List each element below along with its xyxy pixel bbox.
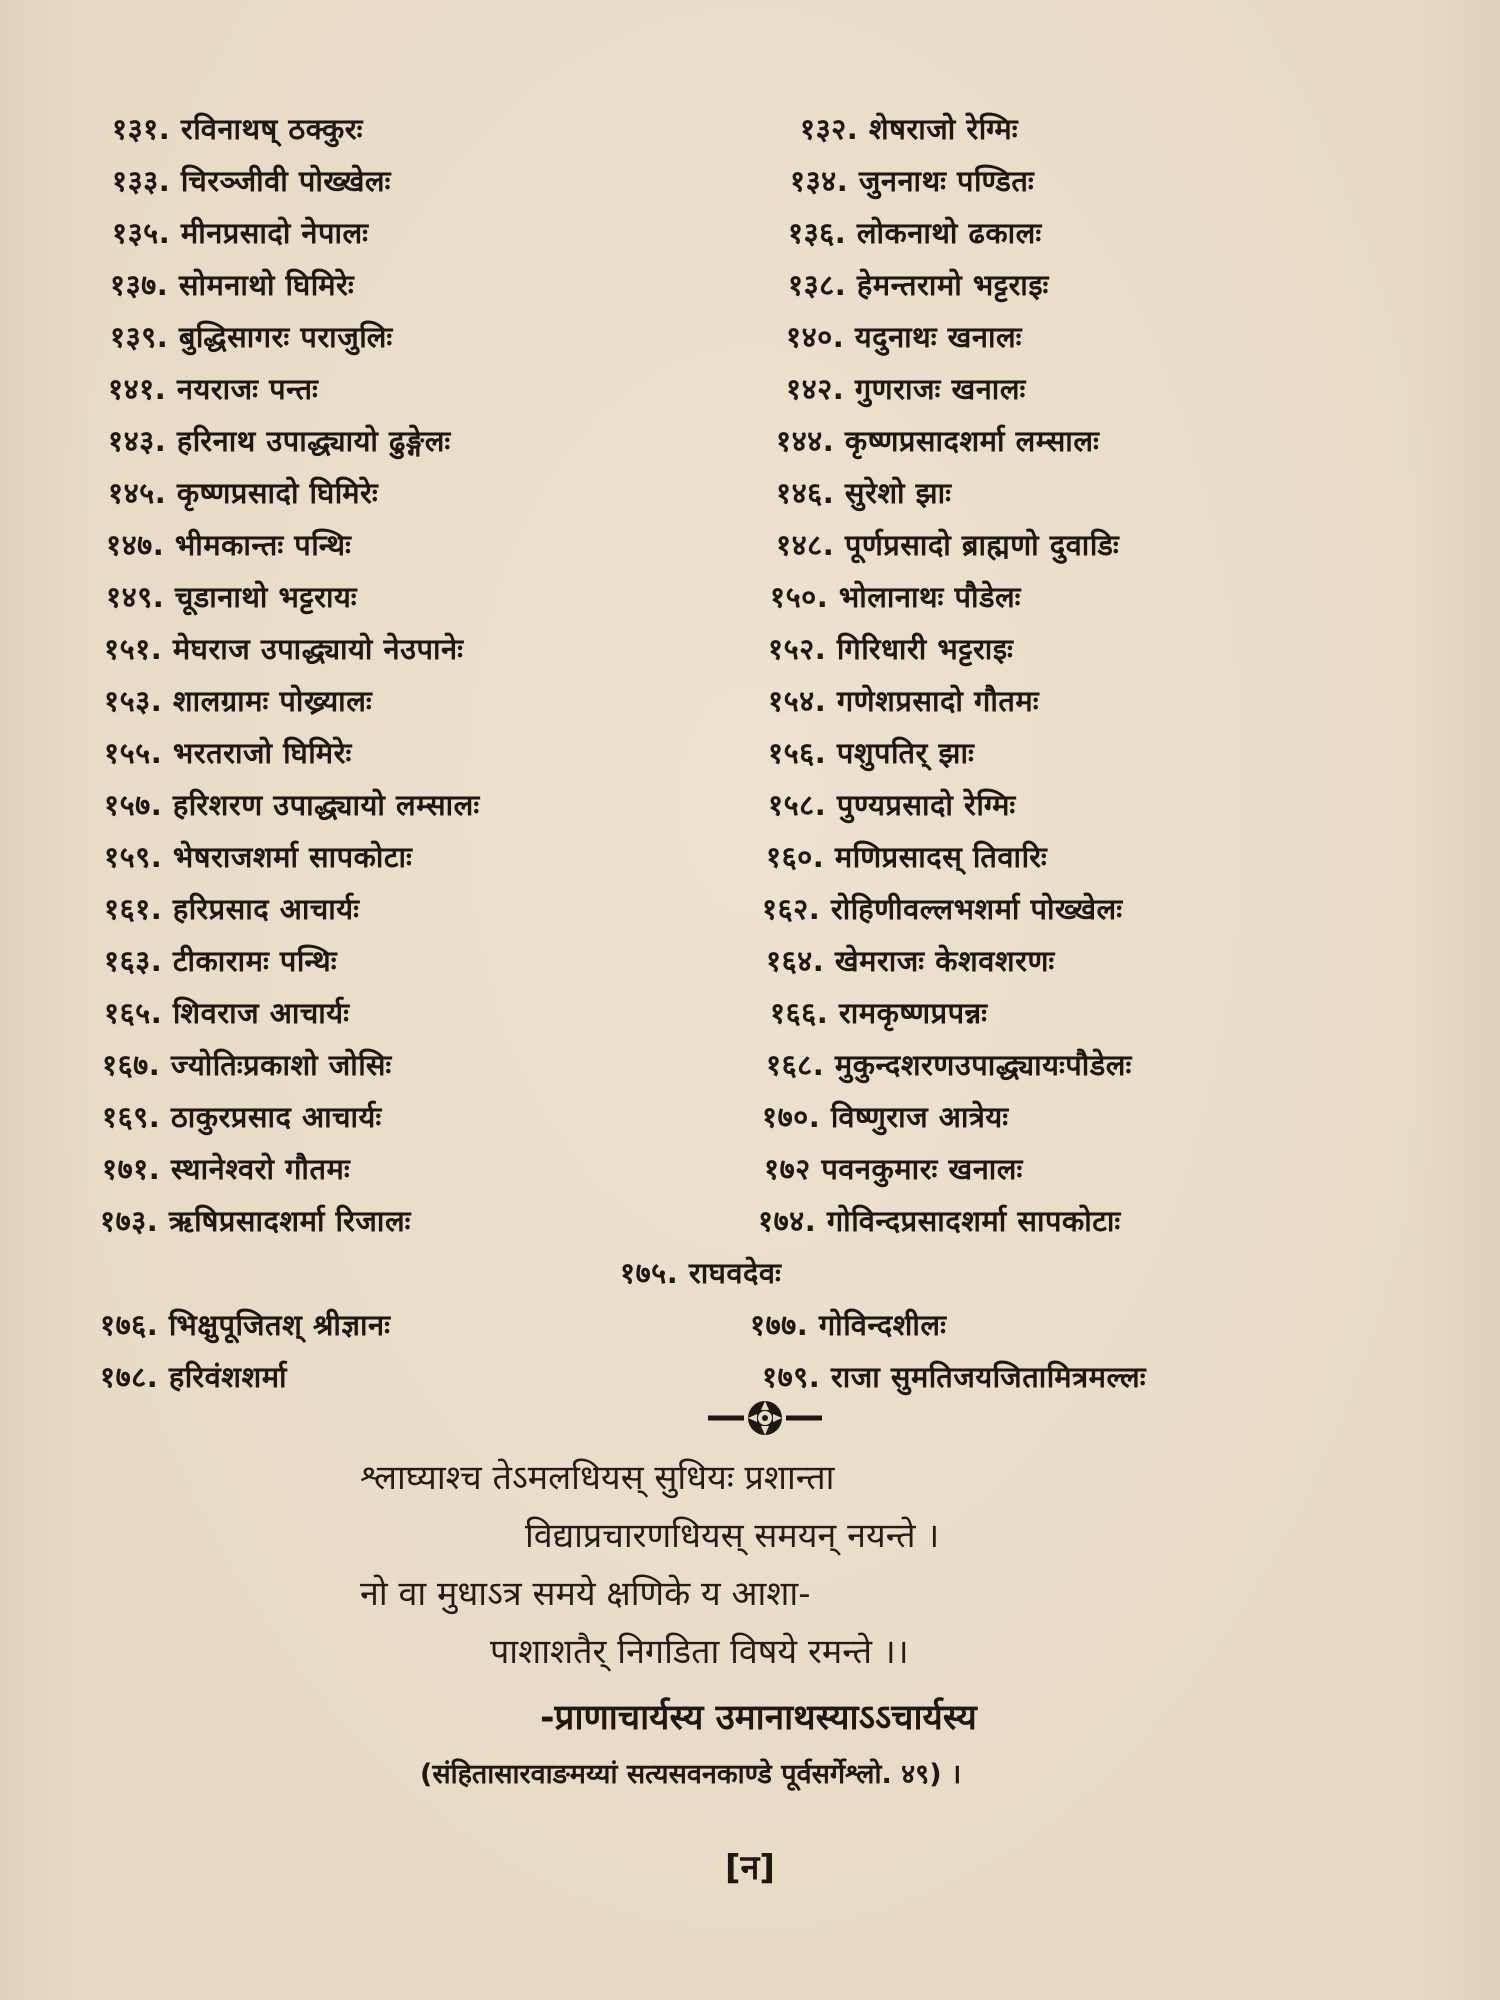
list-entry: १६६. रामकृष्णप्रपन्नः	[770, 996, 988, 1030]
list-row	[0, 1195, 1500, 1247]
list-entry: १७५. राघवदेवः	[620, 1256, 782, 1290]
list-entry: १७२ पवनकुमारः खनालः	[764, 1152, 1023, 1186]
list-entry: १६३. टीकारामः पन्थिः	[104, 944, 338, 978]
list-entry: १५१. मेघराज उपाद्ध्यायो नेउपानेः	[104, 632, 464, 666]
verse-line: विद्याप्रचारणधियस् समयन् नयन्ते ।	[525, 1516, 940, 1556]
verse-attribution: -प्राणाचार्यस्य उमानाथस्याऽऽचार्यस्य	[540, 1698, 977, 1738]
list-row	[0, 467, 1500, 519]
list-row	[0, 623, 1500, 675]
list-row	[0, 103, 1500, 155]
list-entry: १५७. हरिशरण उपाद्ध्यायो लम्सालः	[104, 788, 480, 822]
list-entry: १४०. यदुनाथः खनालः	[786, 320, 1023, 354]
list-row	[0, 727, 1500, 779]
list-row	[0, 831, 1500, 883]
list-entry: १५९. भेषराजशर्मा सापकोटाः	[104, 840, 413, 874]
list-row	[0, 1039, 1500, 1091]
list-entry: १३१. रविनाथष् ठक्कुरः	[112, 112, 363, 146]
list-row	[0, 935, 1500, 987]
list-row	[0, 675, 1500, 727]
list-entry: १३५. मीनप्रसादो नेपालः	[112, 216, 369, 250]
list-entry: १४९. चूडानाथो भट्टरायः	[106, 580, 358, 614]
list-entry: १६०. मणिप्रसादस् तिवारिः	[766, 840, 1048, 874]
list-entry: १७६. भिक्षुपूजितश् श्रीज्ञानः	[100, 1308, 391, 1342]
list-entry: १६९. ठाकुरप्रसाद आचार्यः	[102, 1100, 382, 1134]
list-row	[0, 311, 1500, 363]
list-entry: १६८. मुकुन्दशरणउपाद्ध्यायःपौडेलः	[766, 1048, 1132, 1082]
list-entry: १३४. जुननाथः पण्डितः	[790, 164, 1035, 198]
list-entry: १६२. रोहिणीवल्लभशर्मा पोख्खेलः	[762, 892, 1123, 926]
list-row	[0, 571, 1500, 623]
list-row	[0, 779, 1500, 831]
list-entry: १५६. पशुपतिर् झाः	[768, 736, 975, 770]
list-entry: १७३. ऋषिप्रसादशर्मा रिजालः	[100, 1204, 411, 1238]
list-entry: १७१. स्थानेश्वरो गौतमः	[102, 1152, 351, 1186]
list-entry: १७७. गोविन्दशीलः	[750, 1308, 947, 1342]
list-entry: १४६. सुरेशो झाः	[776, 476, 952, 510]
verse-line: श्लाघ्याश्च तेऽमलधियस् सुधियः प्रशान्ता	[360, 1458, 835, 1498]
list-row	[0, 363, 1500, 415]
list-entry: १४५. कृष्णप्रसादो घिमिरेः	[108, 476, 379, 510]
list-row	[0, 155, 1500, 207]
flower-ornament-icon	[700, 1396, 830, 1440]
list-entry: १४२. गुणराजः खनालः	[786, 372, 1026, 406]
list-entry: १४३. हरिनाथ उपाद्ध्यायो ढुङ्गेलः	[108, 424, 451, 458]
list-entry: १६७. ज्योतिःप्रकाशो जोसिः	[102, 1048, 392, 1082]
list-row	[0, 1247, 1500, 1299]
list-entry: १७४. गोविन्दप्रसादशर्मा सापकोटाः	[758, 1204, 1121, 1238]
list-entry: १५४. गणेशप्रसादो गौतमः	[768, 684, 1040, 718]
list-entry: १४८. पूर्णप्रसादो ब्राह्मणो दुवाडिः	[776, 528, 1120, 562]
list-row	[0, 415, 1500, 467]
list-entry: १३२. शेषराजो रेग्मिः	[800, 112, 1019, 146]
list-row	[0, 1143, 1500, 1195]
list-row	[0, 207, 1500, 259]
list-entry: १७०. विष्णुराज आत्रेयः	[762, 1100, 1009, 1134]
list-entry: १३३. चिरञ्जीवी पोख्खेलः	[112, 164, 391, 198]
verse-line: नो वा मुधाऽत्र समये क्षणिके य आशा-	[360, 1574, 811, 1614]
list-entry: १६५. शिवराज आचार्यः	[104, 996, 350, 1030]
list-entry: १५०. भोलानाथः पौडेलः	[770, 580, 1022, 614]
list-entry: १३८. हेमन्तरामो भट्टराइः	[788, 268, 1049, 302]
list-entry: १४७. भीमकान्तः पन्थिः	[106, 528, 352, 562]
list-entry: १६१. हरिप्रसाद आचार्यः	[104, 892, 360, 926]
list-entry: १४१. नयराजः पन्तः	[108, 372, 319, 406]
list-row	[0, 259, 1500, 311]
page-number: [न]	[725, 1848, 775, 1888]
list-row	[0, 883, 1500, 935]
list-entry: १५५. भरतराजो घिमिरेः	[104, 736, 352, 770]
list-entry: १५२. गिरिधारी भट्टराइः	[768, 632, 1014, 666]
list-row	[0, 519, 1500, 571]
list-entry: १७९. राजा सुमतिजयजितामित्रमल्लः	[762, 1360, 1147, 1394]
list-entry: १७८. हरिवंशशर्मा	[100, 1360, 288, 1394]
list-entry: १४४. कृष्णप्रसादशर्मा लम्सालः	[776, 424, 1100, 458]
verse-source: (संहितासारवाङमय्यां सत्यसवनकाण्डे पूर्वसर्गेश्लो. ४९) ।	[420, 1759, 962, 1790]
list-entry: १५३. शालग्रामः पोख्र्यालः	[104, 684, 373, 718]
list-entry: १६४. खेमराजः केशवशरणः	[766, 944, 1055, 978]
list-row	[0, 1299, 1500, 1351]
list-entry: १३७. सोमनाथो घिमिरेः	[110, 268, 355, 302]
verse-line: पाशाशतैर् निगडिता विषये रमन्ते ।।	[490, 1632, 909, 1672]
list-row	[0, 987, 1500, 1039]
list-row	[0, 1091, 1500, 1143]
list-entry: १३६. लोकनाथो ढकालः	[788, 216, 1042, 250]
list-entry: १३९. बुद्धिसागरः पराजुलिः	[110, 320, 393, 354]
list-entry: १५८. पुण्यप्रसादो रेग्मिः	[768, 788, 1016, 822]
